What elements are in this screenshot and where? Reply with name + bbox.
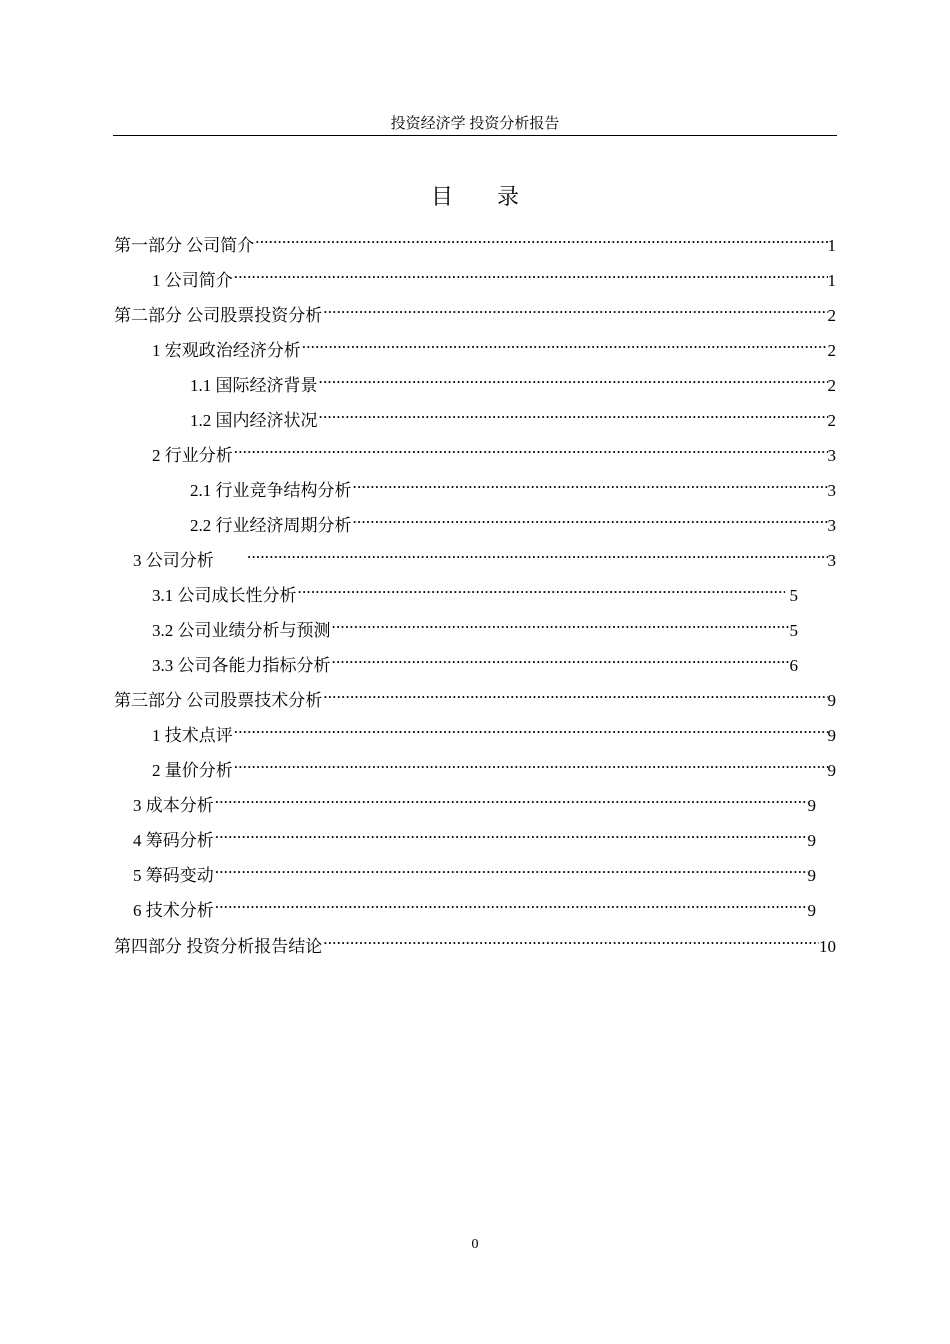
toc-entry-page: 9 [827, 726, 836, 745]
toc-entry-1-technical-review[interactable] [152, 715, 836, 745]
toc-entry-1-company-intro[interactable] [152, 260, 836, 290]
toc-leader-dots [318, 365, 828, 391]
toc-entry-page: 9 [807, 866, 816, 885]
toc-entry-part-4[interactable] [114, 926, 836, 956]
toc-entry-label: 3.1 公司成长性分析 [152, 586, 297, 605]
toc-leader-dots [214, 785, 808, 811]
toc-entry-page: 9 [807, 796, 816, 815]
toc-entry-label: 1 公司简介 [152, 271, 233, 290]
toc-entry-page: 1 [827, 236, 836, 255]
toc-entry-label: 第二部分 公司股票投资分析 [114, 306, 323, 325]
toc-entry-1-2-domestic[interactable] [190, 400, 836, 430]
toc-entry-4-chips[interactable] [133, 820, 816, 850]
toc-entry-6-technical[interactable] [133, 890, 816, 920]
toc-leader-dots [233, 750, 828, 776]
toc-entry-2-1-competition[interactable] [190, 470, 836, 500]
toc-entry-3-cost[interactable] [133, 785, 816, 815]
toc-leader-dots [297, 575, 786, 601]
toc-leader-dots [246, 540, 828, 566]
toc-leader-dots [352, 470, 828, 496]
toc-entry-label: 4 筹码分析 [133, 831, 214, 850]
toc-leader-dots [318, 400, 828, 426]
toc-leader-dots [214, 820, 808, 846]
toc-entry-2-volume-price[interactable] [152, 750, 836, 780]
toc-entry-page: 2 [827, 341, 836, 360]
toc-entry-3-3-capability[interactable] [152, 645, 798, 675]
toc-entry-page: 3 [827, 446, 836, 465]
toc-entry-page: 9 [807, 901, 816, 920]
toc-entry-3-company[interactable] [133, 540, 836, 570]
toc-entry-label: 2 行业分析 [152, 446, 233, 465]
toc-entry-1-macro[interactable] [152, 330, 836, 360]
toc-entry-part-2[interactable] [114, 295, 836, 325]
toc-entry-3-2-performance[interactable] [152, 610, 798, 640]
toc-entry-page: 9 [827, 761, 836, 780]
toc-leader-dots [254, 225, 827, 251]
toc-leader-dots [322, 680, 827, 706]
page-number: 0 [471, 1237, 479, 1252]
toc-leader-dots [352, 505, 828, 531]
toc-leader-dots [301, 330, 828, 356]
toc-entry-5-chip-change[interactable] [133, 855, 816, 885]
toc-entry-3-1-growth[interactable] [152, 575, 798, 605]
toc-leader-dots [214, 855, 808, 881]
toc-entry-label: 3.3 公司各能力指标分析 [152, 656, 331, 675]
toc-entry-page: 9 [807, 831, 816, 850]
toc-entry-page: 3 [827, 481, 836, 500]
toc-entry-label: 1.2 国内经济状况 [190, 411, 318, 430]
toc-leader-dots [233, 260, 828, 286]
toc-leader-dots [214, 890, 808, 916]
toc-entry-label: 3 成本分析 [133, 796, 214, 815]
toc-entry-label: 3 公司分析 [133, 551, 214, 570]
toc-leader-dots [322, 926, 819, 952]
toc-entry-1-1-international[interactable] [190, 365, 836, 395]
toc-entry-page: 5 [785, 586, 798, 605]
toc-entry-page: 1 [827, 271, 836, 290]
toc-entry-label: 1 宏观政治经济分析 [152, 341, 301, 360]
toc-entry-page: 2 [827, 376, 836, 395]
toc-leader-dots [331, 610, 790, 636]
toc-title-left: 目 [430, 185, 453, 210]
toc-entry-page: 5 [789, 621, 798, 640]
toc-entry-page: 3 [827, 551, 836, 570]
toc-entry-label: 第四部分 投资分析报告结论 [114, 937, 323, 956]
toc-entry-label: 5 筹码变动 [133, 866, 214, 885]
toc-leader-dots [331, 645, 790, 671]
toc-entry-page: 10 [819, 937, 836, 956]
toc-leader-dots [233, 435, 828, 461]
toc-leader-dots [233, 715, 828, 741]
toc-entry-part-3[interactable] [114, 680, 836, 710]
toc-entry-label: 2.2 行业经济周期分析 [190, 516, 352, 535]
toc-entry-label: 1 技术点评 [152, 726, 233, 745]
toc-entry-page: 6 [789, 656, 798, 675]
page-header [113, 114, 837, 136]
toc-entry-label: 1.1 国际经济背景 [190, 376, 318, 395]
header-text: 投资经济学 投资分析报告 [390, 116, 560, 132]
toc-entry-2-industry[interactable] [152, 435, 836, 465]
toc-entry-page: 9 [827, 691, 836, 710]
toc-entry-page: 3 [827, 516, 836, 535]
toc-leader-dots [322, 295, 827, 321]
toc-entry-page: 2 [827, 411, 836, 430]
toc-entry-label: 2 量价分析 [152, 761, 233, 780]
toc-entry-page: 2 [827, 306, 836, 325]
toc-entry-label: 3.2 公司业绩分析与预测 [152, 621, 331, 640]
toc-entry-label: 第一部分 公司简介 [114, 236, 255, 255]
toc-entry-2-2-cycle[interactable] [190, 505, 836, 535]
toc-entry-label: 第三部分 公司股票技术分析 [114, 691, 323, 710]
toc-title [0, 182, 950, 214]
toc-entry-part-1[interactable] [114, 225, 836, 255]
toc-title-right: 录 [497, 185, 520, 210]
toc-entry-label: 2.1 行业竞争结构分析 [190, 481, 352, 500]
toc-entry-label: 6 技术分析 [133, 901, 214, 920]
